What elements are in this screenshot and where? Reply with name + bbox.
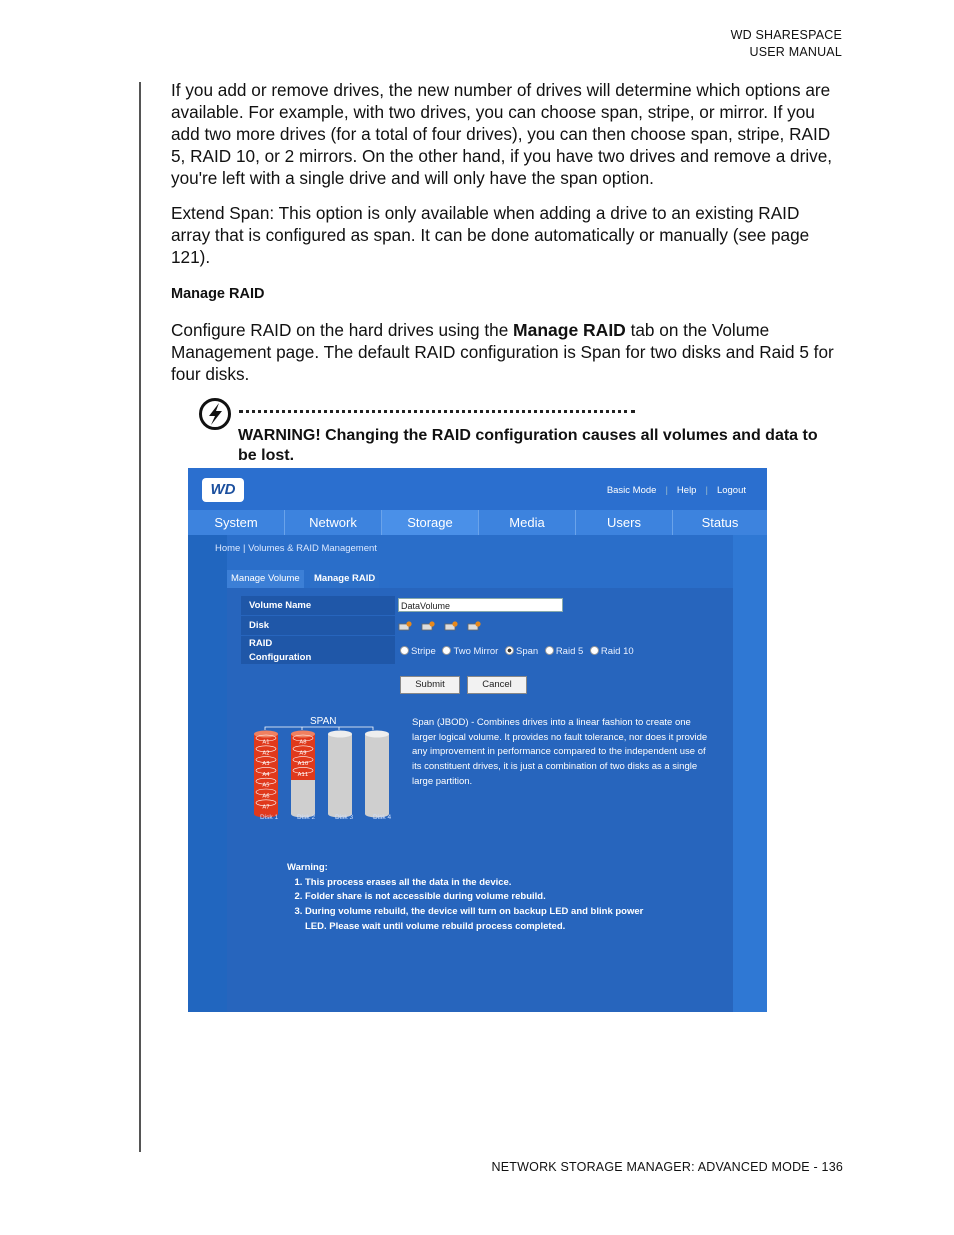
help-link[interactable]: Help (676, 485, 697, 496)
warning-item: 3. During volume rebuild, the device will turn on backup LED and blink power LED. Please wait until volume rebuild process completed. (305, 905, 647, 934)
ui-screenshot (188, 468, 767, 1012)
raid-option-raid5[interactable] (545, 646, 583, 657)
radio-selected-icon (505, 646, 514, 655)
disk-2-label: Disk 2 (297, 814, 316, 821)
disk-block-label: A2 (262, 750, 270, 757)
paragraph-drives: If you add or remove drives, the new number of drives will determine which options are available. For example, with two drives, you can choose span, stripe, or mirror. If you add two more drives (for a total of four drives), you can then choose span, stripe, RAID 5, RAID 10, or 2 mirrors. On the other hand, if you have two drives and remove a drive, you're left with a single drive and will only have the span option. (171, 80, 833, 188)
disk-block-label: A7 (262, 804, 270, 811)
subheading-manage-raid: Manage RAID (171, 286, 265, 302)
warning-item: 1. This process erases all the data in the device. (305, 876, 647, 891)
raid-option-span[interactable] (505, 646, 538, 657)
process-warning-title: Warning: (287, 862, 328, 873)
disk-block-label: A1 (262, 739, 270, 746)
disk-block-label: A5 (262, 782, 270, 789)
disk-1-icon[interactable] (398, 619, 412, 630)
header-line-2: USER MANUAL (749, 45, 842, 59)
running-header (731, 27, 842, 61)
disk-label: Disk (241, 616, 395, 635)
disk-block-label: A8 (299, 739, 307, 746)
disk-block-label: A11 (297, 771, 309, 778)
raid-option-stripe[interactable] (400, 646, 436, 657)
raid-option-two-mirror[interactable] (442, 646, 498, 657)
p3-text-bold: Manage RAID (513, 320, 626, 340)
wd-logo: WD (202, 478, 244, 502)
radio-icon (545, 646, 554, 655)
radio-icon (590, 646, 599, 655)
basic-mode-link[interactable]: Basic Mode (606, 485, 657, 496)
nav-network[interactable]: Network (285, 510, 382, 535)
paragraph-configure-raid (171, 319, 843, 385)
span-description: Span (JBOD) - Combines drives into a linear fashion to create one larger logical volume. It provides no fault tolerance, nor does it provide any improvement in performance compared to the independent use of its constituent drives, it is just a combination of two disks as a single large partition. (412, 717, 708, 787)
warning-item: 2. Folder share is not accessible during volume rebuild. (305, 890, 647, 905)
right-band (733, 535, 767, 1012)
submit-button[interactable]: Submit (400, 676, 460, 694)
volume-name-input[interactable]: DataVolume (398, 598, 563, 612)
option-label: Stripe (411, 646, 436, 657)
breadcrumb[interactable]: Home | Volumes & RAID Management (215, 543, 377, 554)
nav-status[interactable]: Status (701, 515, 739, 530)
disk-3-cylinder (328, 731, 352, 818)
logout-link[interactable]: Logout (716, 485, 746, 496)
nav-storage[interactable]: Storage (382, 510, 479, 535)
main-nav (188, 510, 767, 535)
paragraph-extend-span: Extend Span: This option is only available when adding a drive to an existing RAID array that is configured as span. It can be done automatically or manually (see page 121). (171, 203, 810, 267)
disk-3-label: Disk 3 (335, 814, 354, 821)
tab-manage-raid[interactable]: Manage RAID (310, 570, 379, 588)
radio-icon (400, 646, 409, 655)
left-band (188, 535, 227, 1012)
warning-divider (239, 410, 635, 413)
cancel-button[interactable]: Cancel (467, 676, 527, 694)
p3-text-start: Configure RAID on the hard drives using the (171, 320, 514, 340)
top-links (598, 485, 755, 496)
option-label: Raid 5 (555, 646, 584, 657)
process-warning (287, 861, 647, 935)
raid-option-raid10[interactable] (590, 646, 634, 657)
header-line-1: WD SHARESPACE (730, 28, 842, 42)
raid-label-line1: RAID (249, 638, 273, 649)
margin-rule (139, 82, 141, 1152)
nav-system[interactable]: System (188, 510, 285, 535)
disk-block-label: A3 (262, 761, 270, 768)
disk-4-cylinder (365, 731, 389, 818)
tab-manage-volume[interactable]: Manage Volume (227, 570, 304, 588)
option-label: Span (515, 646, 539, 657)
nav-media[interactable]: Media (479, 510, 576, 535)
disk-2-icon[interactable] (421, 619, 435, 630)
warning-text: WARNING! Changing the RAID configuration causes all volumes and data to be lost. (238, 427, 818, 464)
nav-users[interactable]: Users (576, 510, 673, 535)
disk-3-icon[interactable] (444, 619, 458, 630)
raid-panel (227, 588, 733, 1012)
disk-block-label: A6 (262, 793, 270, 800)
disk-4-icon[interactable] (467, 619, 481, 630)
link-separator: | (705, 485, 708, 496)
radio-icon (442, 646, 451, 655)
volume-name-label: Volume Name (241, 596, 395, 615)
raid-config-label (241, 636, 395, 664)
disk-4-label: Disk 4 (373, 814, 392, 821)
raid-label-line2: Configuration (249, 652, 312, 663)
p3-text-end: tab on the Volume Management page. The default RAID configuration is Span for two disks and Raid 5 for four disks. (171, 320, 834, 384)
top-bar (188, 468, 767, 510)
link-separator: | (665, 485, 668, 496)
disk-block-label: A4 (262, 771, 270, 778)
option-label: Two Mirror (453, 646, 499, 657)
disk-checkboxes (398, 619, 490, 637)
raid-options (400, 646, 638, 657)
span-diagram-title: SPAN (310, 716, 337, 727)
span-diagram (251, 724, 411, 824)
option-label: Raid 10 (600, 646, 634, 657)
page-footer: NETWORK STORAGE MANAGER: ADVANCED MODE - 136 (491, 1160, 843, 1174)
disk-1-label: Disk 1 (260, 814, 279, 821)
disk-block-label: A9 (299, 750, 307, 757)
warning-bolt-icon (198, 397, 232, 431)
disk-block-label: A10 (297, 761, 309, 768)
